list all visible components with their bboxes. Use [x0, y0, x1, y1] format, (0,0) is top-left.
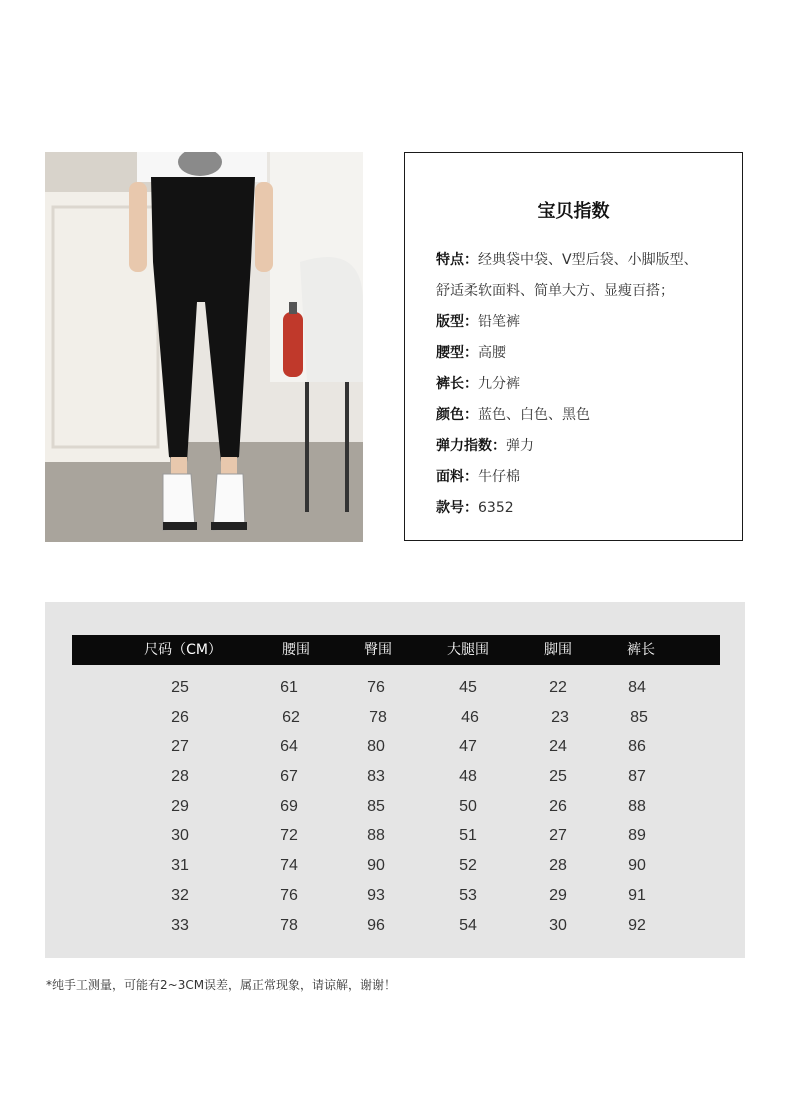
product-info-box	[404, 152, 743, 541]
cell-length: 85	[630, 708, 648, 726]
info-key: 弹力指数：	[436, 438, 506, 454]
info-row-fabric	[436, 462, 736, 493]
info-value: 牛仔棉	[478, 469, 520, 485]
jeans-model-image	[45, 152, 363, 542]
info-value: 弹力	[506, 438, 534, 454]
info-row-fit	[436, 307, 736, 338]
info-value: 蓝色、白色、黑色	[478, 407, 590, 423]
cell-thigh: 48	[459, 768, 477, 786]
cell-hem: 29	[549, 886, 567, 904]
product-photo	[45, 152, 363, 542]
cell-hip: 83	[367, 768, 385, 786]
info-value: 经典袋中袋、V型后袋、小脚版型、	[478, 252, 698, 268]
info-value: 九分裤	[478, 376, 520, 392]
info-key: 腰型：	[436, 345, 478, 361]
cell-thigh: 51	[459, 827, 477, 845]
cell-thigh: 45	[459, 679, 477, 696]
table-row	[45, 821, 745, 851]
table-row	[45, 851, 745, 881]
cell-length: 91	[628, 886, 646, 904]
size-table-body	[45, 673, 745, 940]
cell-hem: 24	[549, 738, 567, 756]
info-row-stretch	[436, 431, 736, 462]
info-key: 款号：	[436, 500, 478, 516]
cell-waist: 76	[280, 886, 298, 904]
info-value: 高腰	[478, 345, 506, 361]
cell-size: 33	[171, 916, 189, 934]
cell-hem: 27	[549, 827, 567, 845]
cell-waist: 62	[282, 708, 300, 726]
header-length: 裤长	[627, 642, 655, 658]
cell-waist: 64	[280, 738, 298, 756]
info-key: 特点：	[436, 252, 478, 268]
cell-thigh: 52	[459, 857, 477, 875]
header-thigh: 大腿围	[447, 642, 489, 658]
header-hip: 臀围	[364, 642, 392, 658]
cell-waist: 78	[280, 916, 298, 934]
info-key: 颜色：	[436, 407, 478, 423]
info-row-length	[436, 369, 736, 400]
cell-hem: 22	[549, 679, 567, 696]
table-row	[45, 881, 745, 911]
cell-hip: 90	[367, 857, 385, 875]
size-table-header	[72, 635, 720, 665]
cell-hip: 85	[367, 797, 385, 815]
cell-thigh: 53	[459, 886, 477, 904]
table-row	[45, 792, 745, 822]
table-row	[45, 673, 745, 703]
cell-size: 26	[171, 708, 189, 726]
cell-hip: 96	[367, 916, 385, 934]
info-value: 6352	[478, 500, 514, 516]
info-key: 版型：	[436, 314, 478, 330]
cell-waist: 61	[280, 679, 298, 696]
info-row-style-no	[436, 493, 736, 524]
cell-length: 87	[628, 768, 646, 786]
info-value: 铅笔裤	[478, 314, 520, 330]
cell-hem: 25	[549, 768, 567, 786]
size-table-panel	[45, 602, 745, 958]
cell-hem: 30	[549, 916, 567, 934]
cell-size: 29	[171, 797, 189, 815]
info-row-colors	[436, 400, 736, 431]
table-row	[45, 732, 745, 762]
table-row	[45, 703, 745, 733]
info-value: 舒适柔软面料、简单大方、显瘦百搭；	[436, 283, 674, 299]
cell-hip: 93	[367, 886, 385, 904]
cell-size: 25	[171, 679, 189, 696]
cell-hem: 28	[549, 857, 567, 875]
cell-length: 92	[628, 916, 646, 934]
cell-size: 28	[171, 768, 189, 786]
info-rows	[436, 245, 736, 524]
header-size: 尺码（CM）	[144, 642, 222, 658]
cell-length: 86	[628, 738, 646, 756]
info-row-features-cont	[436, 276, 736, 307]
cell-length: 90	[628, 857, 646, 875]
info-key: 面料：	[436, 469, 478, 485]
cell-size: 30	[171, 827, 189, 845]
cell-hem: 23	[551, 708, 569, 726]
measurement-note: *纯手工测量，可能有2~3CM误差，属正常现象，请谅解，谢谢！	[46, 978, 397, 992]
info-title: 宝贝指数	[537, 201, 610, 222]
cell-hip: 78	[369, 708, 387, 726]
info-key: 裤长：	[436, 376, 478, 392]
cell-hip: 76	[367, 679, 385, 696]
cell-thigh: 50	[459, 797, 477, 815]
header-hem: 脚围	[544, 642, 572, 658]
cell-size: 27	[171, 738, 189, 756]
table-row	[45, 911, 745, 941]
cell-hem: 26	[549, 797, 567, 815]
cell-thigh: 54	[459, 916, 477, 934]
header-waist: 腰围	[282, 642, 310, 658]
cell-waist: 72	[280, 827, 298, 845]
cell-hip: 88	[367, 827, 385, 845]
cell-hip: 80	[367, 738, 385, 756]
cell-waist: 67	[280, 768, 298, 786]
info-row-waist	[436, 338, 736, 369]
cell-thigh: 47	[459, 738, 477, 756]
cell-size: 31	[171, 857, 189, 875]
cell-length: 88	[628, 797, 646, 815]
cell-waist: 74	[280, 857, 298, 875]
cell-length: 89	[628, 827, 646, 845]
cell-length: 84	[628, 679, 646, 696]
info-row-features	[436, 245, 736, 276]
cell-thigh: 46	[461, 708, 479, 726]
table-row	[45, 762, 745, 792]
cell-size: 32	[171, 886, 189, 904]
cell-waist: 69	[280, 797, 298, 815]
